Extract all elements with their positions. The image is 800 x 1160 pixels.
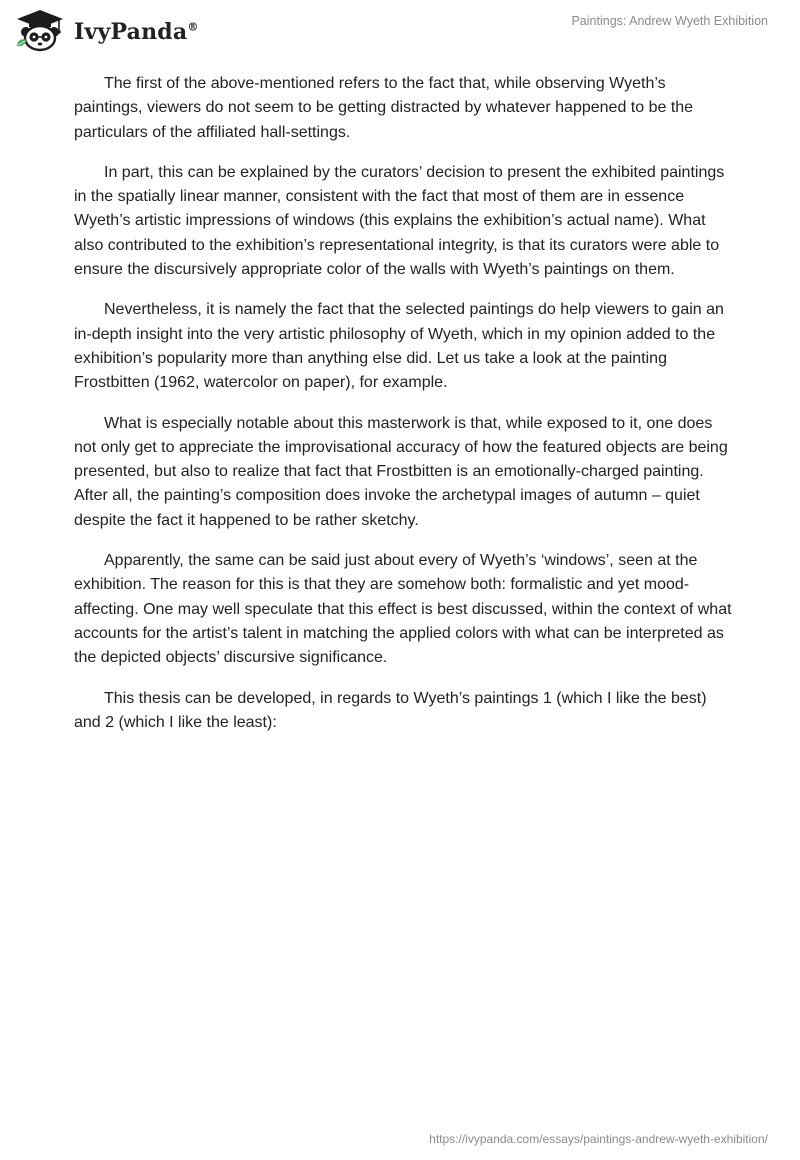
paragraph: Apparently, the same can be said just about every of Wyeth’s ‘windows’, seen at the exhibition. The reason for this is that they are somehow both: formalistic and yet mood-affecting. One may well speculate that this effect is best discussed, within the context of what accounts for the artist’s talent in matching the applied colors with what can be interpreted as the depicted objects’ discursive significance. xyxy=(74,552,732,667)
paragraph: What is especially notable about this masterwork is that, while exposed to it, one does not only get to appreciate the improvisational accuracy of how the featured objects are being presented, but also to realize that fact that Frostbitten is an emotionally-charged painting. After all, the painting’s composition does invoke the archetypal images of autumn – quiet despite the fact it happened to be rather sketchy. xyxy=(74,414,728,529)
paragraph: This thesis can be developed, in regards to Wyeth’s paintings 1 (which I like the best) and 2 (which I like the least): xyxy=(74,689,707,731)
ivypanda-logo[interactable] xyxy=(14,8,199,52)
paragraph: Nevertheless, it is namely the fact that the selected paintings do help viewers to gain an in-depth insight into the very artistic philosophy of Wyeth, which in my opinion added to the exhibition’s popularity more than anything else did. Let us take a look at the painting Frostbitten (1962, watercolor on paper), for example. xyxy=(74,301,724,392)
essay-body xyxy=(74,72,734,751)
paragraph: The first of the above-mentioned refers to the fact that, while observing Wyeth’s paintings, viewers do not seem to be getting distracted by whatever happened to be the particulars of the affiliated hall-settings. xyxy=(74,75,694,141)
paragraph: In part, this can be explained by the curators’ decision to present the exhibited paintings in the spatially linear manner, consistent with the fact that most of them are in essence Wyeth’s artistic impressions of windows (this explains the exhibition’s actual name). What also contributed to the exhibition’s representational integrity, is that its curators were able to ensure the discursively appropriate color of the walls with Wyeth’s paintings on them. xyxy=(74,163,725,279)
document-title: Paintings: Andrew Wyeth Exhibition xyxy=(571,14,768,28)
source-url[interactable]: https://ivypanda.com/essays/paintings-andrew-wyeth-exhibition/ xyxy=(429,1132,768,1146)
panda-graduate-icon xyxy=(14,8,66,52)
page-header xyxy=(0,0,800,60)
brand-name: IvyPanda® xyxy=(74,19,199,45)
